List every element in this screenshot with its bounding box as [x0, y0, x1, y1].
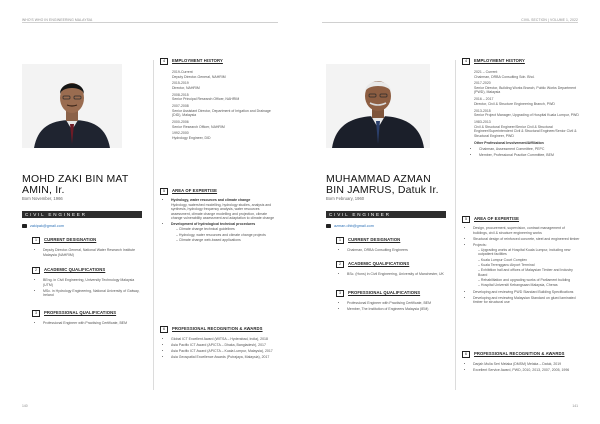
professional-list-left [38, 321, 142, 327]
discipline-banner-left: CIVIL ENGINEER [22, 211, 142, 218]
person-name-left: MOHD ZAKI BIN MAT AMIN, Ir. [22, 173, 129, 196]
employment-entry: 2008-2015 Senior Principal Research Officer, NAHRIM [172, 92, 240, 102]
list-item: • Professional Engineer with Practising Certificate, BEM [43, 321, 142, 326]
expertise-heading-left: AREA OF EXPERTISE [172, 188, 218, 193]
section-number-3: 3 [336, 290, 344, 297]
birth-date-left: Born November, 1966 [22, 196, 63, 201]
employment-entry: 2007-2008 Senior Assistant Director, Department of Irrigation and Drainage (DID), Malaysia [172, 104, 271, 118]
list-item: • Member, The Institution of Engineers Malaysia (IEM) [347, 307, 446, 312]
list-item: • Structural design of reinforced concrete, steel and engineered timber [473, 237, 580, 242]
email-icon [326, 224, 331, 228]
employment-entry: 2016 – 2017 Director, Civil & Structure Engineering Branch, PWD [474, 97, 555, 106]
email-right[interactable] [326, 224, 374, 228]
academic-heading-left: ACADEMIC QUALIFICATIONS [44, 267, 106, 272]
employment-heading-right: EMPLOYMENT HISTORY [474, 58, 525, 63]
employment-entry: 1992-2000 Hydrology Engineer, DID [172, 131, 211, 140]
professional-heading-left: PROFESSIONAL QUALIFICATIONS [44, 310, 117, 315]
expertise-list-left [166, 198, 278, 244]
list-item: • Design, procurement, supervision, contract management of buildings, civil & structure engineering works [473, 226, 580, 235]
portrait-photo-right [326, 64, 430, 148]
current-designation-heading-right: CURRENT DESIGNATION [348, 237, 401, 242]
section-number-4: 4 [462, 58, 470, 65]
birth-date-right: Born February, 1960 [326, 196, 365, 201]
professional-list-right [342, 301, 446, 313]
list-item: • Chairman, DRBA Consulting Engineers [347, 248, 446, 253]
employment-entry: 2015-2019 Director, NAHRIM [172, 81, 200, 90]
list-item: • Darjah Mulia Seri Melaka (DMSM) Melaka – Datuk, 2019 [473, 362, 580, 367]
list-item: • Developing and reviewing PWD Standard Building Specifications [473, 290, 580, 295]
list-item: • Asia Pacific ICT Award (APICTA – Dhaka, Bangladesh), 2017 [171, 343, 278, 348]
email-text-right[interactable]: azman.dhb@gmail.com [334, 224, 374, 228]
list-item: • Asia Geospatial Excellence Awards (Putrajaya, Malaysia), 2017 [171, 355, 278, 360]
expertise-heading-right: AREA OF EXPERTISE [474, 216, 520, 221]
academic-list-left [38, 278, 142, 299]
top-rule-left [22, 22, 278, 23]
running-head-left: WHO'S WHO IN ENGINEERING MALAYSIA [22, 18, 93, 22]
page-number-right: 141 [572, 404, 578, 408]
top-rule-right [322, 22, 578, 23]
section-number-4: 4 [160, 58, 168, 65]
email-text-left[interactable]: zakipak@gmail.com [30, 224, 65, 228]
recognition-heading-left: PROFESSIONAL RECOGNITION & AWARDS [172, 326, 263, 331]
discipline-banner-right: CIVIL ENGINEER [326, 211, 446, 218]
employment-entry: 2000-2006 Senior Research Officer, NAHRIM [172, 120, 225, 129]
list-item: • Projects: – Upgrading works at Hospital Kuala Lumpur, including new outpatient facilities – Kuala Lumpur Court Complex – Kuala Terengganu Airport Terminal – Exhibition hall and offices of Malaysian Timber and Industry Board – Rehabilitation and upgrading works of Parliament building – Hospital Universiti Kebangsaan Malaysia, Cheras [473, 243, 580, 288]
employment-entry: 2013-2015 Senior Project Manager, Upgrading of Hospital Kuala Lumpur, PWD [474, 108, 579, 118]
section-number-6: 6 [160, 326, 168, 333]
person-name-right: MUHAMMAD AZMAN BIN JAMRUS, Datuk Ir. [326, 173, 439, 196]
current-designation-list-left [38, 248, 142, 259]
list-item: • MSc. in Hydrology Engineering, National University of Galway, Ireland [43, 289, 142, 298]
professional-heading-right: PROFESSIONAL QUALIFICATIONS [348, 290, 421, 295]
employment-entry: 2021 – Current Chairman, DRBA Consulting Sdn. Bhd. [474, 70, 535, 79]
section-number-1: 1 [336, 237, 344, 244]
employment-heading-left: EMPLOYMENT HISTORY [172, 58, 223, 63]
section-number-6: 6 [462, 351, 470, 358]
employment-list-right [474, 70, 580, 159]
current-designation-list-right [342, 248, 446, 254]
column-divider-right [455, 60, 456, 390]
recognition-heading-right: PROFESSIONAL RECOGNITION & AWARDS [474, 351, 565, 356]
list-item: • BSc. (Hons) in Civil Engineering, University of Manchester, UK [347, 272, 446, 277]
list-item: • Global ICT Excellent Award (WITSA – Hyderabad, India), 2018 [171, 337, 278, 342]
section-number-2: 2 [32, 267, 40, 274]
list-item: • Asia Pacific ICT Award (APICTA – Kuala Lumpur, Malaysia), 2017 [171, 349, 278, 354]
page-number-left: 140 [22, 404, 28, 408]
list-item: • Professional Engineer with Practising Certificate, BEM [347, 301, 446, 306]
current-designation-heading-left: CURRENT DESIGNATION [44, 237, 97, 242]
employment-list-left [172, 70, 280, 143]
academic-list-right [342, 272, 446, 278]
academic-heading-right: ACADEMIC QUALIFICATIONS [348, 261, 410, 266]
employment-entry: 2017-2020 Senior Director, Building Works Branch, Public Works Department (PWD), Malaysia [474, 81, 576, 95]
section-number-5: 5 [160, 188, 168, 195]
list-item: • Hydrology, water resources and climate change Hydrology, watershed modelling, hydrology studies, analysis and synthesis, hydrology frequency analysis, water resources assessment, climate change modelling and projection, climate change vulnerability assessment and adaptation to climate change [171, 198, 278, 221]
email-left[interactable] [22, 224, 64, 228]
employment-entry: 1983-2013 Civil & Structural Engineer/Senior Civil & Structural Engineer/Superintendent Civil & Structural Engineer/Senior Civil & Structural Engineer, PWD [474, 120, 577, 138]
section-number-2: 2 [336, 261, 344, 268]
running-head-right: CIVIL SECTION | VOLUME 1, 2022 [521, 18, 578, 22]
email-icon [22, 224, 27, 228]
list-item: • Deputy Director-General, National Water Research Institute Malaysia (NAHRIM) [43, 248, 142, 257]
list-item: • Member, Professional Practice Committee, BEM [479, 153, 580, 158]
employment-entry: 2019-Current Deputy Director-General, NAHRIM [172, 70, 226, 79]
expertise-list-right [468, 226, 580, 306]
other-involvement-heading: Other Professional Involvement/Affiliation [474, 141, 544, 146]
list-item: • BEng. in Civil Engineering, University Technology Malaysia (UTM) [43, 278, 142, 287]
right-page [300, 0, 600, 424]
section-number-3: 3 [32, 310, 40, 317]
recognition-list-left [166, 337, 278, 361]
section-number-1: 1 [32, 237, 40, 244]
section-number-5: 5 [462, 216, 470, 223]
recognition-list-right [468, 362, 580, 374]
list-item: • Developing and reviewing Malaysian Standard on glued laminated timber for structural use [473, 296, 580, 305]
list-item: • Excellent Service Award, PWD, 2010, 2013, 2007, 2005, 1996 [473, 368, 580, 373]
portrait-photo-left [22, 64, 122, 148]
list-item: • Development of hydrological technical procedures – Climate change technical guidelines – Hydrology, water resources and climate change projects – Climate change web-based applications [171, 222, 278, 242]
column-divider-left [153, 60, 154, 390]
list-item: • Chairman, Assessment Committee, PEPC [479, 147, 580, 152]
